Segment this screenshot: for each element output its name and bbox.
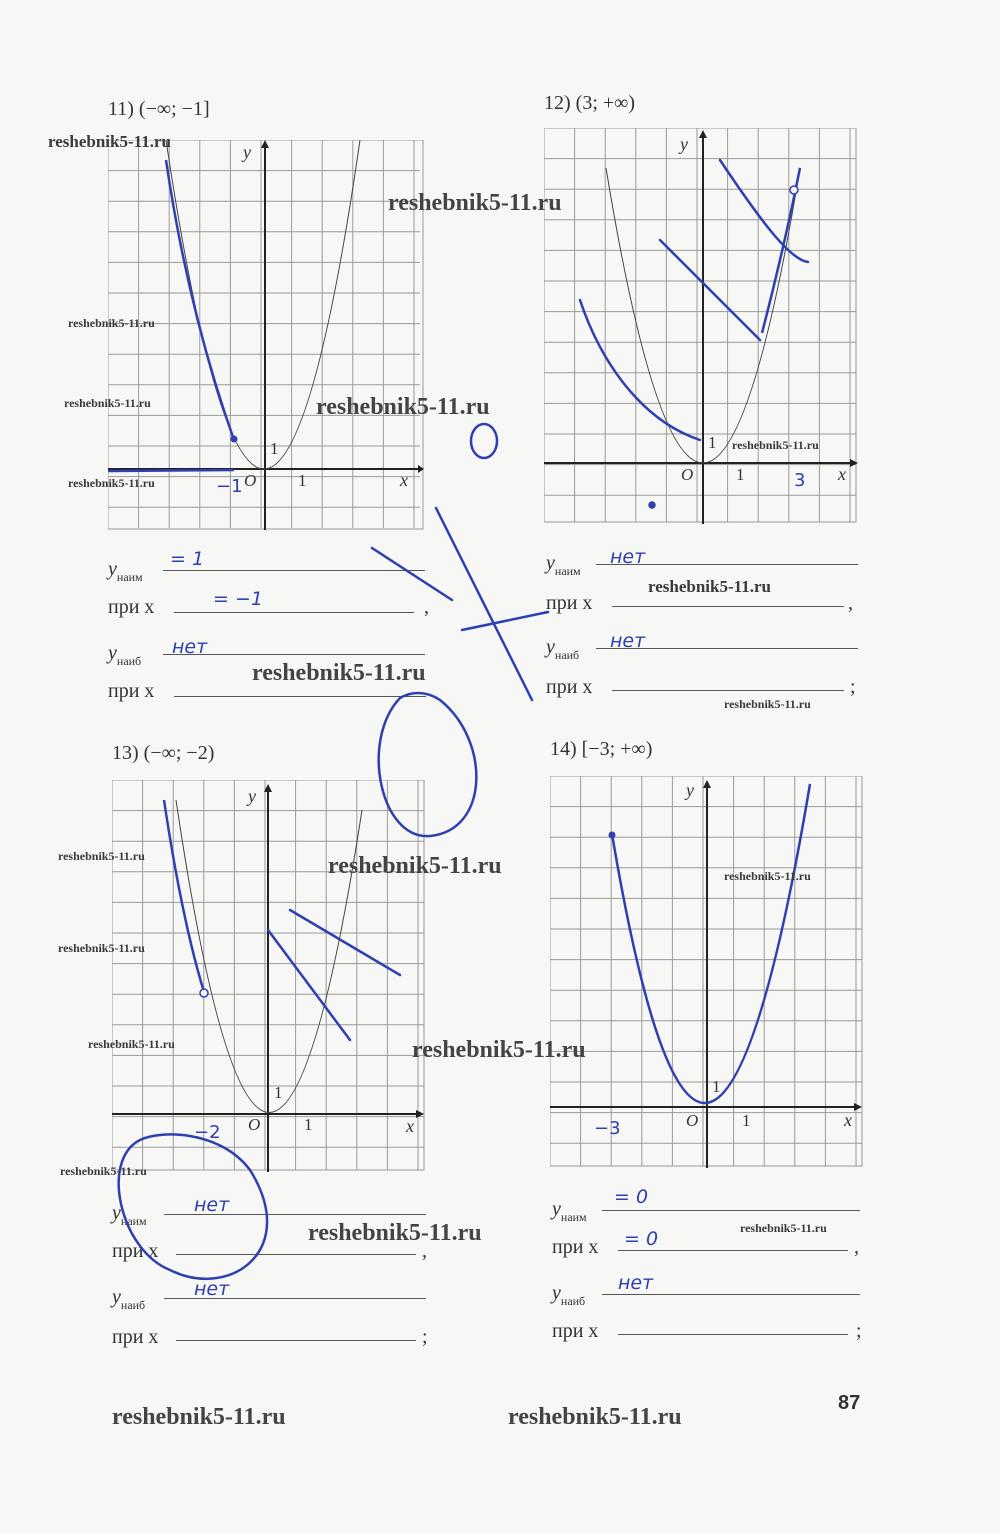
answer-rule — [602, 1294, 860, 1295]
one-x-label: 1 — [304, 1115, 313, 1134]
x-label: x — [406, 1116, 414, 1136]
ymax-letter: y — [108, 642, 117, 664]
watermark: reshebnik5-11.ru — [88, 1037, 175, 1051]
task-11-graph — [108, 140, 424, 530]
answer-rule — [174, 696, 426, 697]
one-y-label: 1 — [270, 439, 279, 458]
comma: , — [854, 1236, 859, 1258]
watermark: reshebnik5-11.ru — [328, 853, 502, 879]
y-label: y — [680, 134, 688, 154]
watermark: reshebnik5-11.ru — [60, 1164, 147, 1178]
watermark: reshebnik5-11.ru — [48, 132, 171, 151]
watermark: reshebnik5-11.ru — [58, 849, 145, 863]
ymin-sub: наим — [554, 564, 581, 578]
watermark: reshebnik5-11.ru — [58, 941, 145, 955]
atx2-label: при x — [552, 1320, 599, 1342]
ymax-answer: нет — [194, 1278, 230, 1300]
comma: , — [422, 1240, 427, 1262]
answer-rule — [618, 1250, 848, 1251]
y-label: y — [243, 142, 251, 162]
watermark: reshebnik5-11.ru — [724, 869, 811, 883]
task-12-graph — [544, 128, 860, 524]
ymin-answer: нет — [194, 1194, 230, 1216]
watermark: reshebnik5-11.ru — [64, 396, 151, 410]
task-11-atx — [108, 588, 438, 626]
watermark: reshebnik5-11.ru — [316, 394, 490, 420]
ymin-answer: нет — [610, 546, 646, 568]
atx-label: при x — [108, 596, 155, 618]
ymin-sub: наим — [120, 1214, 147, 1228]
semicolon: ; — [856, 1320, 862, 1342]
ymin-answer: = 0 — [614, 1186, 649, 1208]
comma: , — [848, 592, 853, 614]
answer-rule — [176, 1254, 416, 1255]
atx-label: при x — [112, 1240, 159, 1262]
watermark: reshebnik5-11.ru — [112, 1404, 286, 1430]
endpoint-circle — [790, 186, 798, 194]
ymin-answer: = 1 — [170, 548, 205, 570]
task-13-atx2 — [112, 1326, 442, 1356]
endpoint-dot — [609, 832, 616, 839]
task-11-ymin — [108, 548, 428, 588]
answer-rule — [163, 570, 425, 571]
ymax-sub: наиб — [560, 1294, 586, 1308]
task-14-ymax — [552, 1272, 872, 1312]
atx-label: при x — [546, 592, 593, 614]
task-12-title: 12) (3; +∞) — [544, 92, 636, 114]
ymin-sub: наим — [116, 570, 143, 584]
answer-rule — [602, 1210, 860, 1211]
ymax-answer: нет — [610, 630, 646, 652]
watermark: reshebnik5-11.ru — [252, 660, 426, 686]
ymin-letter: y — [108, 558, 117, 580]
semicolon: ; — [850, 676, 856, 698]
x-label: x — [838, 464, 846, 484]
watermark: reshebnik5-11.ru — [648, 577, 771, 596]
answer-rule — [612, 690, 844, 691]
endpoint-dot — [231, 436, 238, 443]
one-x-label: 1 — [742, 1111, 751, 1130]
ymax-answer: нет — [618, 1272, 654, 1294]
answer-rule — [176, 1340, 416, 1341]
task-14-graph — [550, 776, 866, 1168]
page-number: 87 — [838, 1392, 861, 1414]
one-x-label: 1 — [298, 471, 307, 490]
ymax-sub: наиб — [116, 654, 142, 668]
atx2-label: при x — [108, 680, 155, 702]
ymax-sub: наиб — [120, 1298, 146, 1312]
ymin-letter: y — [552, 1198, 561, 1220]
ymin-sub: наим — [560, 1210, 587, 1224]
ymin-letter: y — [546, 552, 555, 574]
one-y-label: 1 — [274, 1083, 283, 1102]
atx-label: при x — [552, 1236, 599, 1258]
grid-vertical — [143, 780, 418, 1170]
atx-answer: = −1 — [213, 588, 263, 610]
one-x-label: 1 — [736, 465, 745, 484]
atx2-label: при x — [112, 1326, 159, 1348]
one-y-label: 1 — [708, 433, 717, 452]
atx-answer: = 0 — [624, 1228, 659, 1250]
watermark: reshebnik5-11.ru — [732, 438, 819, 452]
comma: , — [424, 596, 429, 618]
watermark: reshebnik5-11.ru — [412, 1037, 586, 1063]
endpoint-circle — [200, 989, 208, 997]
ymax-answer: нет — [172, 636, 208, 658]
ymax-letter: y — [112, 1286, 121, 1308]
task-12-ymax — [546, 630, 866, 666]
watermark: reshebnik5-11.ru — [508, 1404, 682, 1430]
answer-rule — [174, 612, 414, 613]
origin-label: O — [248, 1115, 261, 1134]
hand-x-mark: 3 — [794, 470, 806, 491]
task-12-atx2 — [546, 676, 866, 706]
answer-rule — [618, 1334, 848, 1335]
x-label: x — [400, 470, 408, 490]
task-11-title: 11) (−∞; −1] — [108, 98, 210, 120]
ink-ray — [108, 470, 234, 471]
answer-rule — [612, 606, 844, 607]
origin-label: O — [681, 465, 694, 484]
ymax-letter: y — [546, 636, 555, 658]
x-label: x — [844, 1110, 852, 1130]
watermark: reshebnik5-11.ru — [68, 476, 155, 490]
hand-x-mark: −1 — [216, 476, 243, 497]
origin-label: O — [244, 471, 257, 490]
watermark: reshebnik5-11.ru — [724, 697, 811, 711]
watermark: reshebnik5-11.ru — [308, 1220, 482, 1246]
task-14-atx2 — [552, 1320, 872, 1350]
y-label: y — [248, 786, 256, 806]
ymin-letter: y — [112, 1202, 121, 1224]
ymax-letter: y — [552, 1282, 561, 1304]
watermark: reshebnik5-11.ru — [68, 316, 155, 330]
task-13-graph — [112, 780, 428, 1172]
ymax-sub: наиб — [554, 648, 580, 662]
one-y-label: 1 — [712, 1077, 721, 1096]
atx2-label: при x — [546, 676, 593, 698]
y-label: y — [686, 780, 694, 800]
origin-label: O — [686, 1111, 699, 1130]
hand-x-mark: −2 — [194, 1122, 221, 1143]
task-13-title: 13) (−∞; −2) — [112, 742, 215, 764]
semicolon: ; — [422, 1326, 428, 1348]
task-14-title: 14) [−3; +∞) — [550, 738, 653, 760]
watermark: reshebnik5-11.ru — [388, 190, 562, 216]
watermark: reshebnik5-11.ru — [740, 1221, 827, 1235]
hand-x-mark: −3 — [594, 1118, 621, 1139]
task-13-ymax — [112, 1278, 432, 1316]
